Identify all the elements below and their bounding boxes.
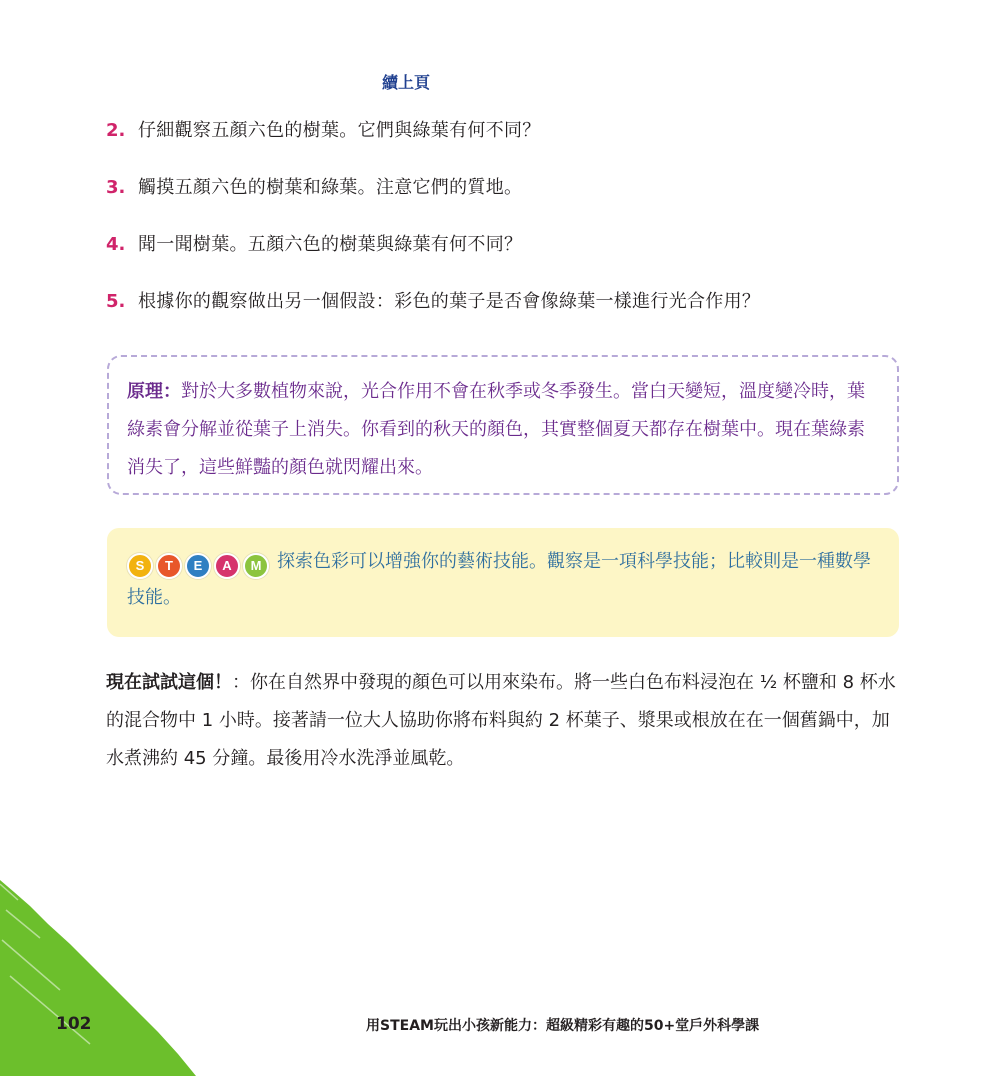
steam-text: 探索色彩可以增強你的藝術技能。觀察是一項科學技能；比較則是一種數學技能。 — [127, 551, 871, 608]
try-this-title: 現在試試這個！ — [106, 672, 232, 693]
book-title: 用STEAM玩出小孩新能力：超級精彩有趣的50+堂戶外科學課 — [366, 1018, 760, 1034]
steam-t-badge: T — [156, 553, 182, 579]
steam-a-badge: A — [214, 553, 240, 579]
principle-title: 原理： — [127, 381, 181, 402]
step-item — [106, 230, 906, 287]
step-item — [106, 116, 906, 173]
step-number: 4. — [106, 234, 126, 255]
try-this-body: ：你在自然界中發現的顏色可以用來染布。將一些白色布料浸泡在 ½ 杯鹽和 8 杯水的混合物中 1 小時。接著請一位大人協助你將布料與約 2 杯葉子、漿果或根放在在一個舊鍋中，加水煮沸約 45 分鐘。最後用冷水洗淨並風乾。 — [106, 672, 896, 769]
step-number: 3. — [106, 177, 126, 198]
step-text: 根據你的觀察做出另一個假設：彩色的葉子是否會像綠葉一樣進行光合作用？ — [138, 291, 761, 312]
page-number: 102 — [56, 1014, 92, 1034]
step-item — [106, 173, 906, 230]
principle-body: 對於大多數植物來說，光合作用不會在秋季或冬季發生。當白天變短，溫度變冷時，葉綠素會分解並從葉子上消失。你看到的秋天的顏色，其實整個夏天都存在樹葉中。現在葉綠素消失了，這些鮮豔的顏色就閃耀出來。 — [127, 381, 865, 478]
principle-box — [107, 355, 899, 495]
steam-s-badge: S — [127, 553, 153, 579]
continued-from-previous-page: 續上頁 — [382, 73, 431, 92]
try-this-section — [106, 664, 901, 778]
steam-e-badge: E — [185, 553, 211, 579]
step-item — [106, 287, 906, 344]
step-number: 2. — [106, 120, 126, 141]
step-number: 5. — [106, 291, 126, 312]
steam-box — [107, 528, 899, 637]
steam-logo — [127, 553, 269, 579]
steam-m-badge: M — [243, 553, 269, 579]
step-text: 聞一聞樹葉。五顏六色的樹葉與綠葉有何不同？ — [138, 234, 523, 255]
step-text: 仔細觀察五顏六色的樹葉。它們與綠葉有何不同？ — [138, 120, 541, 141]
step-text: 觸摸五顏六色的樹葉和綠葉。注意它們的質地。 — [138, 177, 523, 198]
steps-list — [106, 116, 906, 344]
green-corner-decoration — [0, 880, 200, 1076]
